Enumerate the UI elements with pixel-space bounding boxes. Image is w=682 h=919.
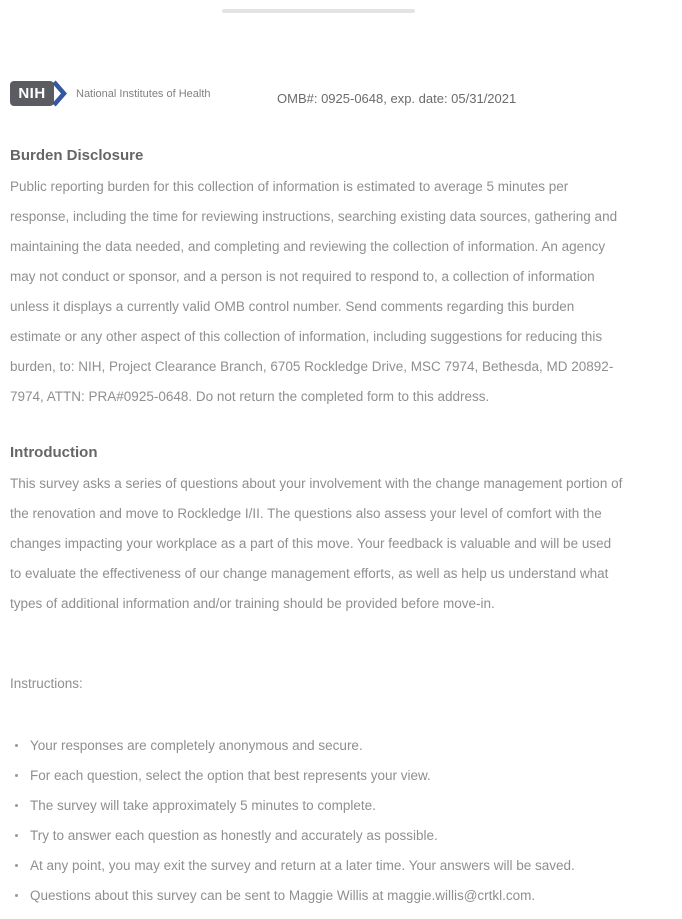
bullet-icon: [15, 804, 18, 807]
nih-logo-mark: [10, 80, 69, 107]
instruction-item-text: Questions about this survey can be sent to Maggie Willis at maggie.willis@crtkl.com.: [30, 888, 536, 903]
instruction-item-text: For each question, select the option that best represents your view.: [30, 768, 431, 783]
nih-org-name: National Institutes of Health: [76, 87, 211, 100]
instructions-label: Instructions:: [10, 676, 83, 691]
chevron-right-icon: [51, 80, 69, 107]
nih-logo-acronym: NIH: [10, 81, 54, 106]
instruction-item-text: The survey will take approximately 5 minutes to complete.: [30, 798, 376, 813]
instruction-item-text: At any point, you may exit the survey and return at a later time. Your answers will be saved.: [30, 858, 575, 873]
instruction-item: [10, 851, 650, 881]
bullet-icon: [15, 894, 18, 897]
nih-logo: [10, 80, 211, 107]
instruction-item: [10, 791, 650, 821]
bullet-icon: [15, 744, 18, 747]
instruction-item: [10, 731, 650, 761]
introduction-text: This survey asks a series of questions about your involvement with the change management portion of the renovation and move to Rockledge I/II. The questions also assess your level of comfort with the changes impacting your workplace as a part of this move. Your feedback is valuable and will be used to evaluate the effectiveness of our change management efforts, as well as help us understand what types of additional information and/or training should be provided before move-in.: [10, 476, 623, 611]
instruction-item-text: Try to answer each question as honestly and accurately as possible.: [30, 828, 438, 843]
bullet-icon: [15, 864, 18, 867]
instructions-list: [10, 731, 650, 911]
burden-disclosure-heading: Burden Disclosure: [10, 147, 144, 164]
survey-progress-bar: [222, 9, 415, 13]
omb-number-text: OMB#: 0925-0648, exp. date: 05/31/2021: [277, 91, 517, 106]
instruction-item: [10, 821, 650, 851]
instruction-item-text: Your responses are completely anonymous and secure.: [30, 738, 363, 753]
bullet-icon: [15, 774, 18, 777]
introduction-heading: Introduction: [10, 444, 98, 461]
bullet-icon: [15, 834, 18, 837]
instruction-item: [10, 761, 650, 791]
instruction-item: [10, 881, 650, 911]
burden-disclosure-text: Public reporting burden for this collection of information is estimated to average 5 minutes per response, including the time for reviewing instructions, searching existing data sources, gathering and maintaining the data needed, and completing and reviewing the collection of information. An agency may not conduct or sponsor, and a person is not required to respond to, a collection of information unless it displays a currently valid OMB control number. Send comments regarding this burden estimate or any other aspect of this collection of information, including suggestions for reducing this burden, to: NIH, Project Clearance Branch, 6705 Rockledge Drive, MSC 7974, Bethesda, MD 20892-7974, ATTN: PRA#0925-0648. Do not return the completed form to this address.: [10, 179, 618, 404]
